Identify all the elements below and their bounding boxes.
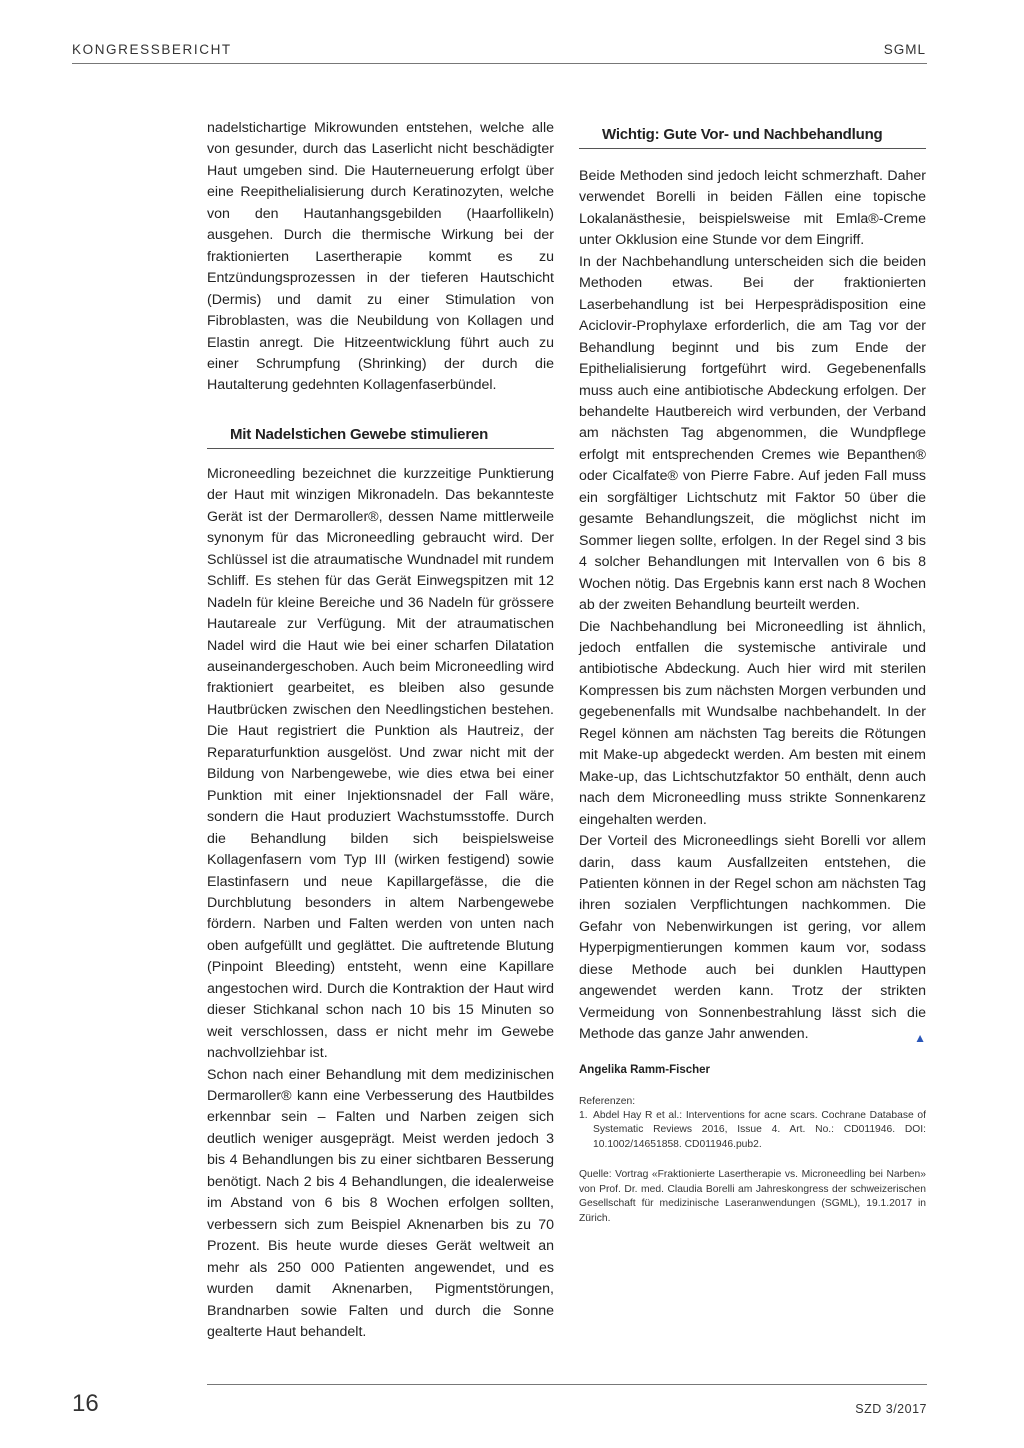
body-paragraph: Microneedling bezeichnet die kurzzeitige Punktierung der Haut mit winzigen Mikronadeln. Das bekannteste Gerät ist der Dermaroller®, dessen Name mittlerweile synonym für das Microneedling gebraucht wird. Der Schlüssel ist die atraumatische Wundnadel mit rundem Schliff. Es stehen für das Gerät Einwegspitzen mit 12 Nadeln für kleine Bereiche und 36 Nadeln für grössere Hautareale zur Verfügung. Mit der atraumatischen Nadel wird die Haut wie bei einer scharfen Dilatation auseinandergeschoben. Auch beim Microneedling wird fraktioniert gearbeitet, es bleiben also gesunde Hautbrücken zwischen den Needlingstichen bestehen. Die Haut registriert die Punktion als Hautreiz, der Reparaturfunktion ausgelöst. Und zwar nicht mit der Bildung von Narbengewebe, wie dies etwa bei einer Punktion mit einer Injektionsnadel der Fall wäre, sondern die Haut produziert Wachstumsstoffe. Durch die Behandlung bilden sich beispielsweise Kollagenfasern vom Typ III (wirken festigend) sowie Elastinfasern und neue Kapillargefässe, die die Durchblutung besonders in altem Narbengewebe fördern. Narben und Falten werden von unten nach oben aufgefüllt und geglättet. Die auftretende Blutung (Pinpoint Bleeding) entsteht, wenn eine Kapillare angestochen wird. Durch die Kontraktion der Haut wird dieser Stichkanal schon nach 10 bis 15 Minuten so weit verschlossen, dass er nicht mehr im Gewebe nachvollziehbar ist. bbox=[207, 465, 554, 1062]
references-list bbox=[579, 1109, 926, 1153]
body-paragraph: Schon nach einer Behandlung mit dem medizinischen Dermaroller® kann eine Verbesserung des Hautbildes erkennbar sein – Falten und Narben zeigen sich deutlich weniger ausgeprägt. Meist werden jedoch 3 bis 4 Behandlungen bis zu einer sichtbaren Besserung benötigt. Nach 2 bis 4 Behandlungen, die idealerweise im Abstand von 6 bis 8 Wochen erfolgen sollten, verbessern sich zum Beispiel Aknenarben bis zu 70 Prozent. Bis heute wurde dieses Gerät weltweit an mehr als 250 000 Patienten angewendet, und es wurden damit Aknenarben, Pigmentstörungen, Brandnarben sowie Falten und durch die Sonne gealterte Haut behandelt. bbox=[207, 1066, 554, 1341]
reference-text: Abdel Hay R et al.: Interventions for acne scars. Cochrane Database of Systematic Reviews 2016, Issue 4. Art. No.: CD011946. DOI: 10.1002/14651858. CD011946.pub2. bbox=[593, 1109, 926, 1150]
footer-rule bbox=[207, 1384, 927, 1385]
body-paragraph: Beide Methoden sind jedoch leicht schmerzhaft. Daher verwendet Borelli in beiden Fällen eine topische Lokalanästhesie, beispielsweise mit Emla®-Creme unter Okklusion eine Stunde vor dem Eingriff. bbox=[579, 168, 926, 249]
final-paragraph-text: Der Vorteil des Microneedlings sieht Borelli vor allem darin, dass kaum Ausfallzeiten entstehen, die Patienten können in der Regel schon am nächsten Tag ihren sozialen Verpflichtungen nachkommen. Die Gefahr von Nebenwirkungen ist gering, vor allem Hyperpigmentierungen kommen kaum vor, sodass diese Methode auch bei dunklen Hauttypen angewendet werden kann. Trotz der strikten Vermeidung von Sonnenbestrahlung lässt sich die Methode das ganze Jahr anwenden. bbox=[579, 833, 926, 1043]
body-paragraph: Die Nachbehandlung bei Microneedling ist ähnlich, jedoch entfallen die systemische antivirale und antibiotische Abdeckung. Auch hier wird mit sterilen Kompressen bis zum nächsten Morgen verbunden und gegebenenfalls mit Wundsalbe nachbehandelt. In der Regel können am nächsten Tag bereits die Rötungen mit Make-up abgedeckt werden. Am besten mit einem Make-up, das Lichtschutzfaktor 50 enthält, denn auch nach dem Microneedling muss strikte Sonnenkarenz eingehalten werden. bbox=[579, 618, 926, 828]
section-subheading: Mit Nadelstichen Gewebe stimulieren bbox=[207, 423, 554, 449]
body-paragraph: In der Nachbehandlung unterscheiden sich die beiden Methoden etwas. Bei der fraktionierten Laserbehandlung ist bei Herpesprädisposition eine Aciclovir-Prophylaxe erforderlich, die am Tag vor der Behandlung beginnt und bis zum Ende der Epithelialisierung fortgeführt wird. Gegebenenfalls muss auch eine antibiotische Abdeckung erfolgen. Der behandelte Hautbereich wird verbunden, der Verband am nächsten Tag abgenommen, die Wundpflege erfolgt mit entsprechenden Cremes wie Bepanthen® oder Cicalfate® von Pierre Fabre. Auf jeden Fall muss ein sorgfältiger Lichtschutz mit Faktor 50 über die gesamte Behandlungszeit, die möglichst nicht im Sommer liegen sollte, erfolgen. In der Regel sind 3 bis 4 solcher Behandlungen mit Intervallen von 6 bis 8 Wochen nötig. Das Ergebnis kann erst nach 8 Wochen ab der zweiten Behandlung beurteilt werden. bbox=[579, 253, 926, 614]
source-note: Quelle: Vortrag «Fraktionierte Lasertherapie vs. Microneedling bei Narben» von Prof. Dr. med. Claudia Borelli am Jahreskongress der schweizerischen Gesellschaft für medizinische Laseranwendungen (SGML), 19.1.2017 in Zürich. bbox=[579, 1169, 926, 1224]
running-header-society: SGML bbox=[883, 42, 926, 57]
references-title: Referenzen: bbox=[579, 1095, 636, 1107]
article-end-triangle-icon: ▲ bbox=[914, 1031, 926, 1046]
running-header-section: KONGRESSBERICHT bbox=[72, 42, 232, 57]
issue-label: SZD 3/2017 bbox=[855, 1402, 927, 1416]
author-name: Angelika Ramm-Fischer bbox=[579, 1063, 711, 1076]
section-subheading: Wichtig: Gute Vor- und Nachbehandlung bbox=[579, 118, 926, 149]
body-paragraph bbox=[579, 831, 926, 1046]
page-number: 16 bbox=[72, 1390, 99, 1417]
reference-item bbox=[579, 1109, 926, 1153]
header-rule bbox=[72, 63, 927, 64]
reference-number: 1. bbox=[579, 1109, 588, 1121]
body-paragraph: nadelstichartige Mikrowunden entstehen, welche alle von gesunder, durch das Laserlicht nicht beschädigter Haut umgeben sind. Die Hauterneuerung erfolgt über eine Reepithelialisierung durch Keratinozyten, welche von den Hautanhangsgebilden (Haarfollikeln) ausgehen. Durch die thermische Wirkung bei der fraktionierten Lasertherapie kommt es zu Entzündungsprozessen in der tieferen Hautschicht (Dermis) und damit zu einer Stimulation von Fibroblasten, was die Neubildung von Kollagen und Elastin anregt. Die Hitzeentwicklung führt auch zu einer Schrumpfung (Shrinking) der durch die Hautalterung gedehnten Kollagenfaserbündel. bbox=[207, 120, 554, 394]
left-column bbox=[207, 118, 554, 1343]
right-column bbox=[579, 118, 926, 1226]
